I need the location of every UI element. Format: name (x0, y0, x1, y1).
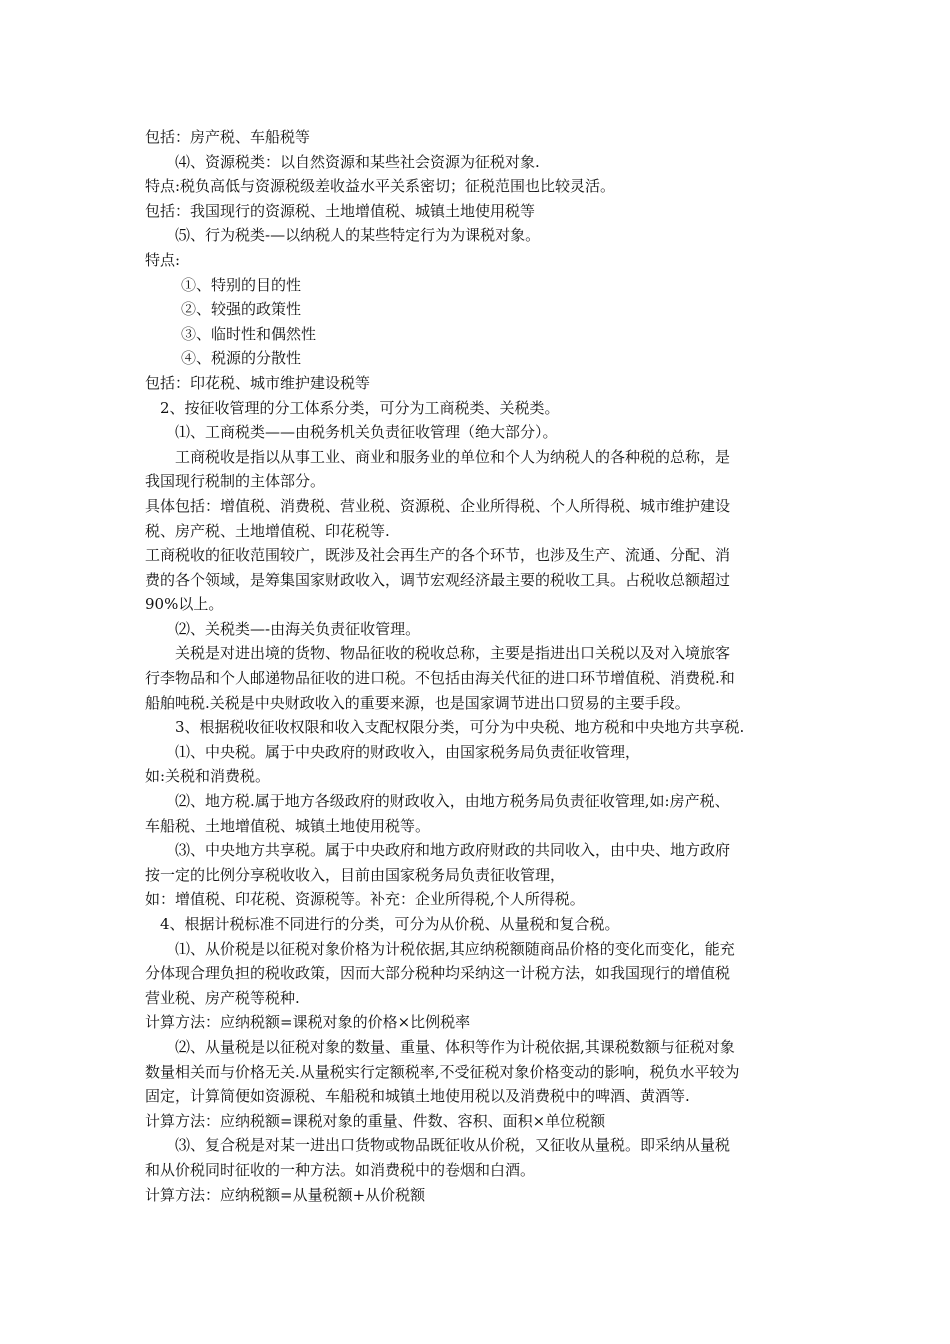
text-line: 营业税、房产税等税种. (145, 988, 300, 1007)
text-line: 包括：我国现行的资源税、土地增值税、城镇土地使用税等 (145, 201, 536, 220)
document-body (145, 125, 813, 1207)
list-item: ③、临时性和偶然性 (181, 324, 317, 343)
text-line: ⑴、从价税是以征税对象价格为计税依据,其应纳税额随商品价格的变化而变化，能充 (175, 939, 735, 958)
text-line: 固定，计算简便如资源税、车船税和城镇土地使用税以及消费税中的啤酒、黄酒等. (145, 1087, 690, 1106)
text-line: 工商税收是指以从事工业、商业和服务业的单位和个人为纳税人的各种税的总称，是 (175, 447, 731, 466)
text-line: 分体现合理负担的税收政策，因而大部分税种均采纳这一计税方法，如我国现行的增值税 (145, 964, 731, 983)
text-line: ⑷、资源税类：以自然资源和某些社会资源为征税对象. (175, 152, 540, 171)
formula-line: 计算方法：应纳税额=课税对象的价格×比例税率 (145, 1013, 471, 1032)
list-item: ④、税源的分散性 (181, 349, 302, 368)
formula-line: 计算方法：应纳税额=从量税额+从价税额 (145, 1185, 426, 1204)
text-line: ⑸、行为税类-—以纳税人的某些特定行为为课税对象。 (175, 226, 541, 245)
text-line: ⑵、地方税.属于地方各级政府的财政收入，由地方税务局负责征收管理,如:房产税、 (175, 792, 730, 811)
text-line: ⑴、工商税类——由税务机关负责征收管理（绝大部分）。 (175, 423, 558, 442)
text-line: ⑵、从量税是以征税对象的数量、重量、体积等作为计税依据,其课税数额与征税对象 (175, 1037, 735, 1056)
list-item: ②、较强的政策性 (181, 300, 302, 319)
list-item: ①、特别的目的性 (181, 275, 302, 294)
text-line: 行李物品和个人邮递物品征收的进口税。不包括由海关代征的进口环节增值税、消费税.和 (145, 669, 735, 688)
text-line: 税、房产税、土地增值税、印花税等. (145, 521, 390, 540)
text-line: ⑵、关税类—-由海关负责征收管理。 (175, 619, 421, 638)
text-line: 费的各个领域，是筹集国家财政收入，调节宏观经济最主要的税收工具。占税收总额超过 (145, 570, 731, 589)
text-line: 和从价税同时征收的一种方法。如消费税中的卷烟和白酒。 (145, 1160, 536, 1179)
text-line: 90%以上。 (145, 595, 224, 614)
text-line: 船舶吨税.关税是中央财政收入的重要来源，也是国家调节进出口贸易的主要手段。 (145, 693, 690, 712)
text-line: 包括：房产税、车船税等 (145, 128, 311, 146)
text-line: 具体包括：增值税、消费税、营业税、资源税、企业所得税、个人所得税、城市维护建设 (145, 496, 731, 515)
text-line: 车船税、土地增值税、城镇土地使用税等。 (145, 816, 431, 835)
text-line: 特点:税负高低与资源税级差收益水平关系密切；征税范围也比较灵活。 (145, 177, 616, 196)
section-heading: 3、根据税收征收权限和收入支配权限分类，可分为中央税、地方税和中央地方共享税. (175, 718, 745, 737)
text-line: ⑶、复合税是对某一进出口货物或物品既征收从价税，又征收从量税。即采纳从量税 (175, 1136, 731, 1155)
text-line: 数量相关而与价格无关.从量税实行定额税率,不受征税对象价格变动的影响，税负水平较为 (145, 1062, 740, 1081)
formula-line: 计算方法：应纳税额=课税对象的重量、件数、容积、面积×单位税额 (145, 1111, 606, 1130)
section-heading: 4、根据计税标准不同进行的分类，可分为从价税、从量税和复合税。 (160, 915, 620, 933)
text-line: 如:关税和消费税。 (145, 767, 271, 786)
text-line: 按一定的比例分享税收收入，目前由国家税务局负责征收管理， (145, 865, 566, 884)
text-line: 工商税收的征收范围较广，既涉及社会再生产的各个环节，也涉及生产、流通、分配、消 (145, 546, 731, 565)
section-heading: 2、按征收管理的分工体系分类，可分为工商税类、关税类。 (160, 398, 560, 417)
text-line: ⑴、中央税。属于中央政府的财政收入，由国家税务局负责征收管理， (175, 742, 641, 761)
text-line: 特点: (145, 250, 181, 269)
text-line: 如：增值税、印花税、资源税等。补充：企业所得税,个人所得税。 (145, 890, 585, 909)
text-line: 我国现行税制的主体部分。 (145, 472, 326, 491)
text-line: 包括：印花税、城市维护建设税等 (145, 373, 371, 392)
text-line: 关税是对进出境的货物、物品征收的税收总称，主要是指进出口关税以及对入境旅客 (175, 644, 731, 663)
text-line: ⑶、中央地方共享税。属于中央政府和地方政府财政的共同收入，由中央、地方政府 (175, 841, 731, 860)
